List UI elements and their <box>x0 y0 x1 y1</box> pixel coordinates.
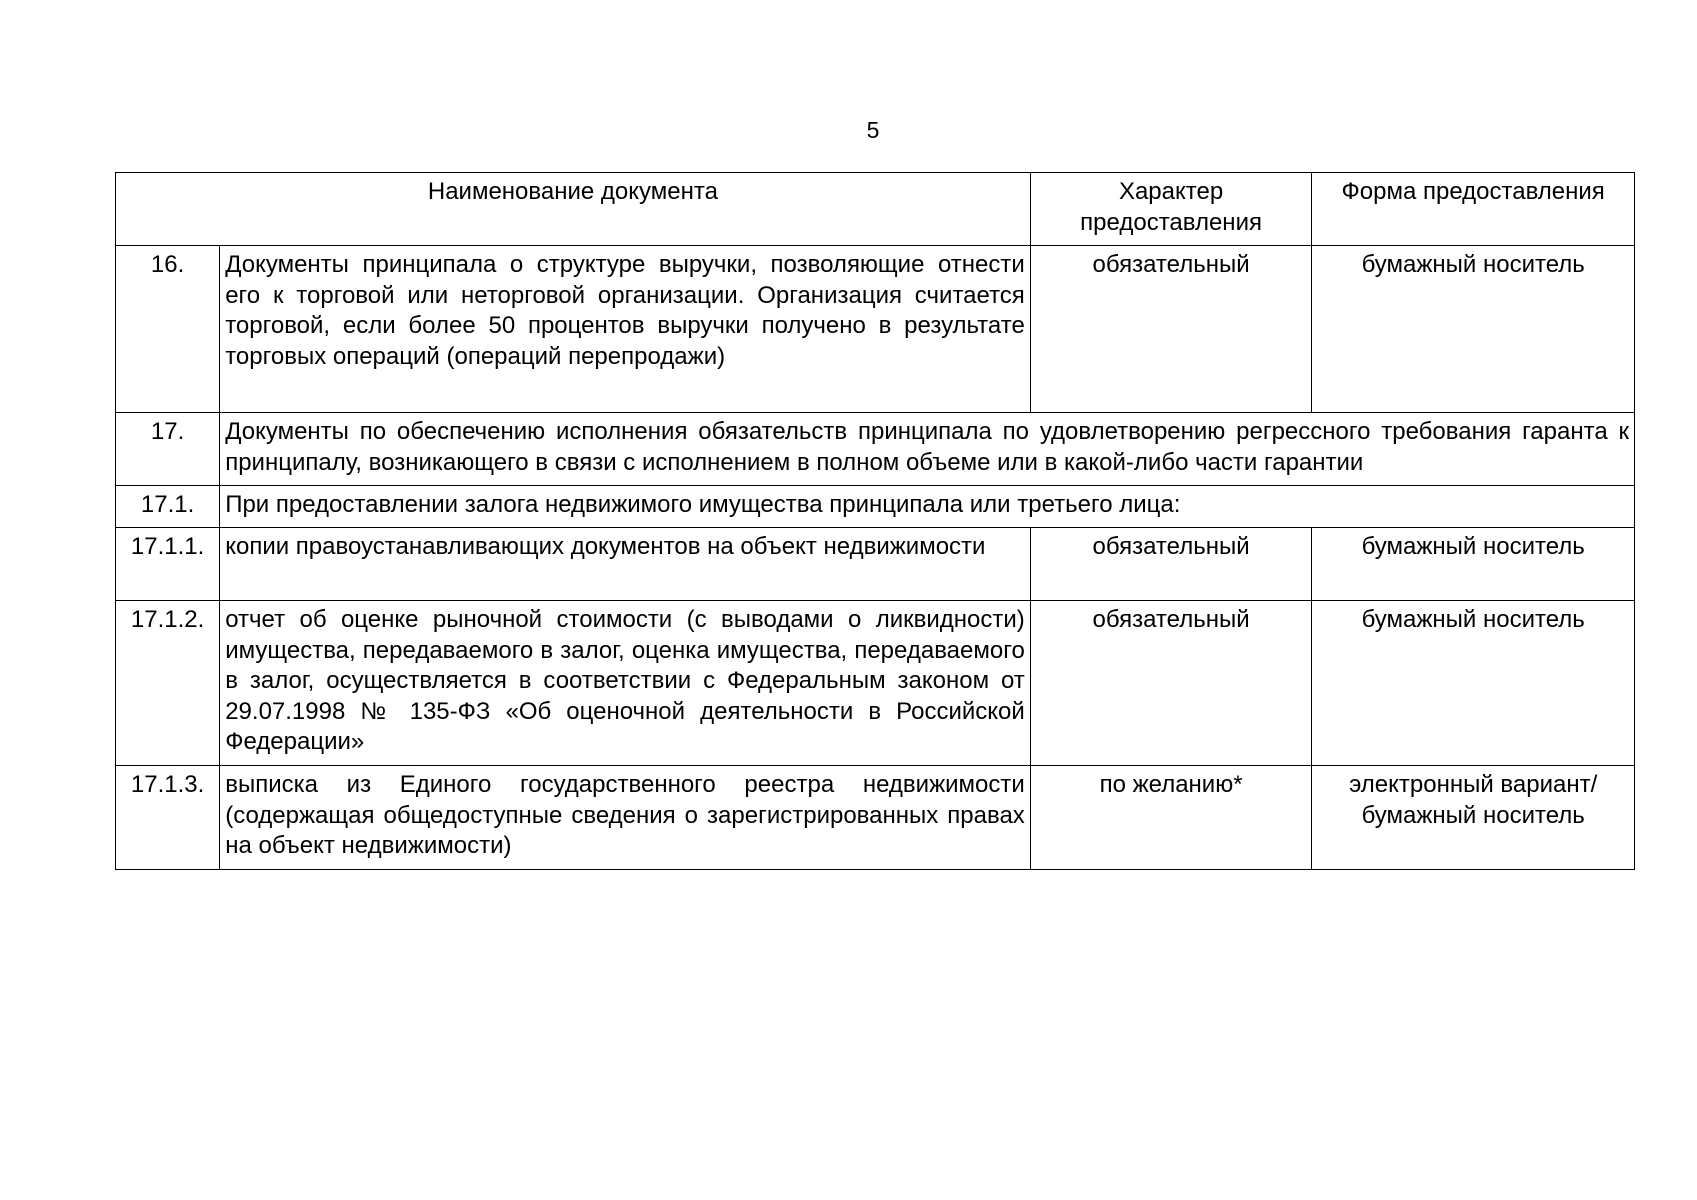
row-form: бумажный носитель <box>1312 601 1635 766</box>
table-row <box>116 413 1635 486</box>
page-number: 5 <box>866 117 880 143</box>
row-number: 17.1.2. <box>116 601 220 766</box>
row-document-name: Документы по обеспечению исполнения обязательств принципала по удовлетворению регрессного требования гаранта к принципалу, возникающего в связи с исполнением в полном объеме или в какой-либо части гарантии <box>220 413 1635 486</box>
table-header-row <box>116 173 1635 246</box>
row-document-name: копии правоустанавливающих документов на объект недвижимости <box>220 528 1031 601</box>
table-row <box>116 486 1635 528</box>
table-row <box>116 766 1635 870</box>
row-document-name: отчет об оценке рыночной стоимости (с выводами о ликвидности) имущества, передаваемого в залог, оценка имущества, передаваемого в залог, осуществляется в соответствии с Федеральным законом от 29.07.1998 № 135-ФЗ «Об оценочной деятельности в Российской Федерации» <box>220 601 1031 766</box>
table-row <box>116 601 1635 766</box>
row-character: по желанию* <box>1030 766 1312 870</box>
row-character: обязательный <box>1030 528 1312 601</box>
row-document-name: выписка из Единого государственного реестра недвижимости (содержащая общедоступные сведения о зарегистрированных правах на объект недвижимости) <box>220 766 1031 870</box>
table-row <box>116 528 1635 601</box>
row-form: электронный вариант/ бумажный носитель <box>1312 766 1635 870</box>
row-number: 17. <box>116 413 220 486</box>
row-number: 16. <box>116 246 220 413</box>
row-character: обязательный <box>1030 246 1312 413</box>
header-document-name: Наименование документа <box>116 173 1031 246</box>
row-document-name: При предоставлении залога недвижимого имущества принципала или третьего лица: <box>220 486 1635 528</box>
header-character: Характер предоставления <box>1030 173 1312 246</box>
row-number: 17.1.1. <box>116 528 220 601</box>
table-row <box>116 246 1635 413</box>
row-form: бумажный носитель <box>1312 528 1635 601</box>
row-number: 17.1. <box>116 486 220 528</box>
documents-table <box>115 172 1635 870</box>
row-number: 17.1.3. <box>116 766 220 870</box>
header-form: Форма предоставления <box>1312 173 1635 246</box>
row-form: бумажный носитель <box>1312 246 1635 413</box>
row-document-name: Документы принципала о структуре выручки, позволяющие отнести его к торговой или неторговой организации. Организация считается торговой, если более 50 процентов выручки получено в результате торговых операций (операций перепродажи) <box>220 246 1031 413</box>
row-character: обязательный <box>1030 601 1312 766</box>
